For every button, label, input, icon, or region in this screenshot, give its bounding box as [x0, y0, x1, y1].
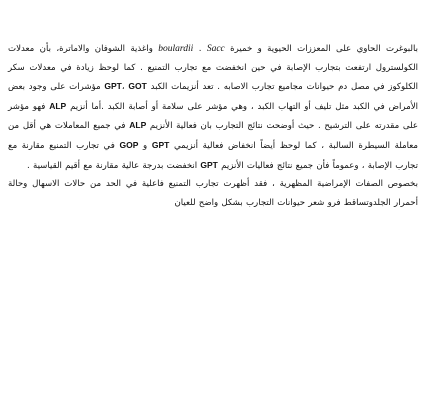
enzyme-got: GOT: [128, 81, 147, 92]
enzyme-gpt: GPT: [104, 81, 122, 92]
text-run: فهو مؤشر على مقدرته على الترشيح . حيث أوضحت نتائج التجارب بان فعالية الأنزيم: [8, 101, 418, 132]
enzyme-gop: GOP: [119, 139, 139, 150]
enzyme-gpt: GPT: [151, 139, 170, 150]
text-run: انخفضت بدرجة عالية مقارنة مع أقيم القياسية .: [27, 160, 198, 171]
text-run: واغذية الشوفان والاماترة، بأن معدلات الكولسترول ارتفعت بتجارب الإصابة في حين انخفضت مع تجارب التمنيع . كما لوحظ زيادة في معدلات سكر الكلوكوز في مصل دم حيوانات مجاميع تجارب الاصابه . تعد أنزيمات الكبد: [8, 44, 419, 93]
text-run: مؤشرات على وجود بعض الأمراض في الكبد مثل تليف أو التهاب الكبد ، وهي مؤشر على سلامة أو أصابة الكبد .أما أنزيم: [8, 82, 419, 112]
paragraph-pathology: بخصوص الصفات الإمراضية المظهرية ، فقد أظهرت تجارب التمنيع فاعلية في الحد من حالات الاسهال وحالة أحمرار الجلدوتساقط فرو شعر حيوانات التجارب بشكل واضح للعيان: [8, 179, 418, 208]
text-run: بالبوغرت الحاوي على المعززات الحيوية و خميرة: [230, 44, 418, 54]
latin-term-sacc: Sacc: [206, 44, 225, 54]
text-run: في جميع المعاملات هي أقل من معاملة السيطرة السالبة ، كما لوحظ أيضاً انخفاض فعالية أنزيمي: [8, 121, 419, 151]
enzyme-alp: ALP: [129, 120, 147, 131]
enzyme-alp: ALP: [49, 100, 67, 111]
text-run: ،: [121, 82, 125, 93]
document-body: [8, 40, 418, 212]
text-run: .: [198, 44, 202, 54]
text-run: و: [143, 140, 148, 151]
paragraph-results: [8, 40, 418, 175]
text-run: في تجارب التمنيع مقارنة مع تجارب الإصابة ، وعموماً فأن جميع نتائج فعاليات الأنزيم: [8, 140, 418, 171]
enzyme-gpt: GPT: [200, 159, 218, 170]
latin-term-boulardii: boulardii: [158, 44, 194, 54]
